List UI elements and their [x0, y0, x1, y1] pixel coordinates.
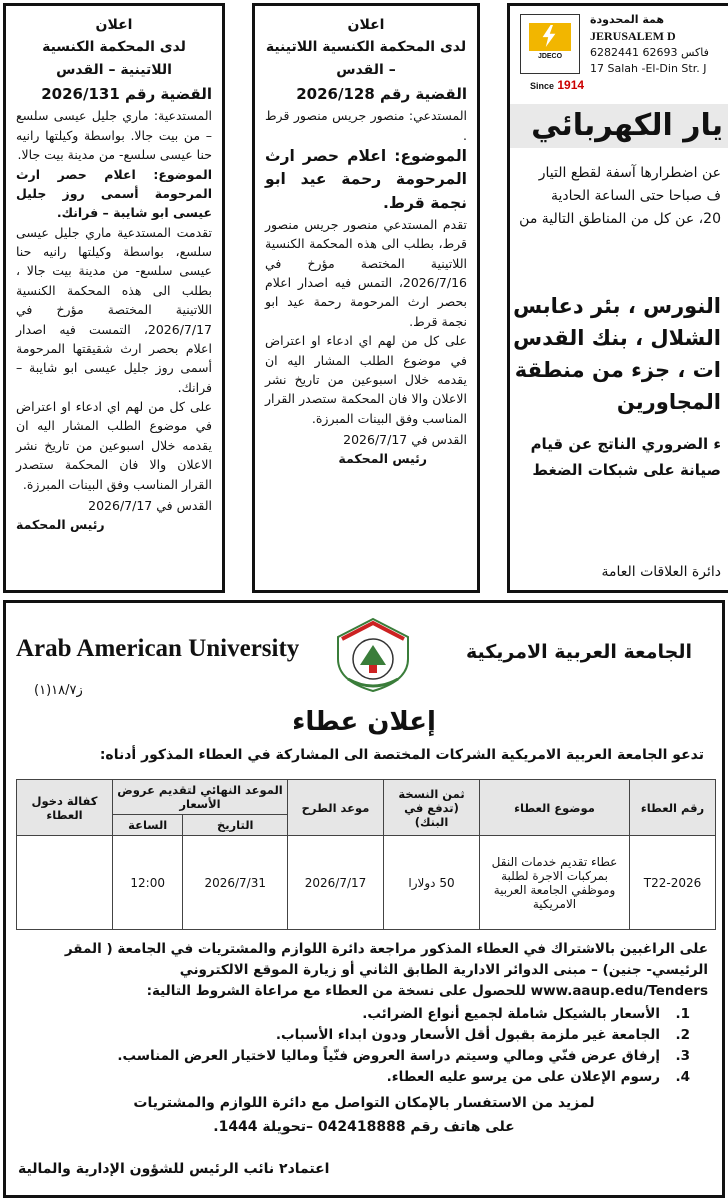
tender-intro: تدعو الجامعة العربية الامريكية الشركات المختصة الى المشاركة في العطاء المذكور أدناه: — [99, 747, 704, 763]
tender-instructions: على الراغبين بالاشتراك في العطاء المذكور مراجعة دائرة اللوازم والمشتريات في الجامعة ( المقر الرئيسي- جنين) – مبنى الدوائر الادارية الطابق الثاني أو زيارة الموقع الالكتروني www.aaup.edu/Tenders للحصول على نسخة من العطاء مع مراعاة الشروط التالية: — [64, 941, 708, 999]
ad-line: عن اضطرارها آسفة لقطع التيار — [538, 165, 721, 181]
company-info — [590, 12, 709, 77]
lightning-icon — [529, 23, 571, 51]
ad-line: ف صباحا حتى الساعة الحادية — [550, 188, 721, 204]
logo-text: JDECO — [537, 53, 563, 60]
notice-subject: الموضوع: اعلام حصر ارث المرحومة أسمى روز جليل عيسى ابو شايبة – فرانك. — [16, 166, 212, 221]
col-header-subject: موضوع العطاء — [480, 780, 630, 836]
notice-heading: اعلان — [347, 17, 385, 33]
col-header-no: رقم العطاء — [630, 780, 716, 836]
court-notice-131 — [3, 3, 225, 593]
electric-outage-ad — [507, 3, 728, 593]
notice-heading: اعلان — [95, 17, 133, 33]
reason-line: ء الضروري الناتج عن قيام — [530, 435, 721, 453]
since-label: Since — [530, 81, 555, 91]
cell-date: 2026/7/31 — [183, 836, 288, 930]
ad-line: 20، عن كل من المناطق التالية من — [519, 211, 721, 227]
notice-signer: رئيس المحكمة — [16, 517, 105, 533]
list-item: 1.الأسعار بالشيكل شاملة لجميع أنواع الضرائب. — [362, 1005, 690, 1022]
adopted-by: اعتماد٢ نائب الرئيس للشؤون الإدارية والمالية — [18, 1161, 330, 1177]
notice-case-number: القضية رقم 2026/131 — [41, 85, 212, 104]
list-item: 3.إرفاق عرض فنّي ومالي وسيتم دراسة العروض فنّياً وماليا لاختيار العرض المناسب. — [117, 1047, 690, 1064]
university-emblem-icon — [328, 615, 418, 693]
notice-case-number: القضية رقم 2026/128 — [296, 85, 467, 104]
cell-opening: 2026/7/17 — [288, 836, 384, 930]
phone-line: على هاتف رقم 042418888 –تحويلة 1444. — [213, 1119, 515, 1136]
area-line: الشلال ، بنك القدس — [513, 326, 721, 350]
notice-objection: على كل من لهم اي ادعاء او اعتراض في موضوع الطلب المشار اليه ان يقدمه خلال اسبوعين من تاريخ نشر الاعلان والا فان المحكمة ستصدر القرار المناسب وفق البينات المبرزة. — [265, 333, 467, 426]
col-header-bond: كفالة دخول العطاء — [17, 780, 113, 836]
university-name-en: Arab American University — [16, 635, 300, 662]
established-badge — [530, 78, 584, 92]
cell-no: T22-2026 — [630, 836, 716, 930]
cell-subject: عطاء تقديم خدمات النقل بمركبات الاجرة لطلبة وموظفي الجامعة العربية الامريكية — [480, 836, 630, 930]
notice-date: القدس في 2026/7/17 — [88, 497, 212, 513]
notice-subject: الموضوع: اعلام حصر ارث المرحومة رحمة عيد ابو نجمة قرط. — [265, 147, 467, 212]
notice-court: لدى المحكمة الكنسية اللاتينية – القدس — [265, 39, 467, 78]
area-line: المجاورين — [616, 390, 721, 414]
notice-date: القدس في 2026/7/17 — [343, 432, 467, 448]
university-tender-ad — [3, 600, 725, 1198]
ad-title: يار الكهربائي — [510, 104, 728, 148]
notice-applicant: المستدعي: منصور جريس منصور قرط . — [265, 108, 467, 143]
reference-number: ز١٨/٧(١) — [34, 683, 83, 698]
cell-time: 12:00 — [113, 836, 183, 930]
area-line: النورس ، بئر دعابس — [513, 294, 721, 318]
reason-line: صيانة على شبكات الضغط — [532, 461, 721, 479]
tender-table — [16, 779, 716, 930]
notice-body: تقدم المستدعي منصور جريس منصور قرط، بطلب الى هذه المحكمة الكنسية اللاتينية المختصة مؤرخ في 2026/7/16، التمس فيه اصدار اعلام بحصر ارث المرحومة رحمة عيد ابو نجمة قرط. — [265, 216, 467, 329]
notice-body: تقدمت المستدعية ماري جليل عيسى سلسع، بواسطة وكيلتها رانيه حنا عيسى سلسع- من مدينة بيت جالا ، بطلب الى هذه المحكمة الكنسية اللاتينية المختصة مؤرخ في 2026/7/17، التمست فيه اصدار اعلام بحصر ارث شقيقتها المرحومة أسمى روز جليل عيسى ابو شايبة –فرانك. — [16, 224, 212, 395]
conditions-list — [20, 1004, 708, 1088]
area-line: ات ، جزء من منطقة — [514, 358, 721, 382]
col-header-date: التاريخ — [183, 815, 288, 836]
ad-footer: دائرة العلاقات العامة — [601, 564, 721, 580]
company-name-ar: همة المحدودة — [590, 13, 665, 26]
contact-line: لمزيد من الاستفسار بالإمكان التواصل مع دائرة اللوازم والمشتريات — [133, 1095, 595, 1112]
col-header-opening: موعد الطرح — [288, 780, 384, 836]
col-header-time: الساعة — [113, 815, 183, 836]
cell-price: 50 دولارا — [384, 836, 480, 930]
notice-objection: على كل من لهم اي ادعاء او اعتراض في موضوع الطلب المشار اليه ان يقدمه خلال اسبوعين من تاريخ نشر الاعلان والا فان المحكمة ستصدر القرار المناسب وفق البينات المبرزة. — [16, 399, 212, 492]
company-address: 17 Salah -El-Din Str. J — [590, 62, 707, 76]
tender-body — [20, 939, 708, 1139]
notice-signer: رئيس المحكمة — [338, 451, 427, 467]
tender-title: إعلان عطاء — [292, 707, 436, 737]
col-header-deadline: الموعد النهائي لتقديم عروض الأسعار — [113, 780, 288, 815]
notice-applicant: المستدعية: ماري جليل عيسى سلسع – من بيت جالا. بواسطة وكيلتها رانيه حنا عيسى سلسع- من مدينة بيت جالا. — [16, 108, 212, 163]
cell-bond — [17, 836, 113, 930]
established-year: 1914 — [557, 78, 585, 92]
notice-court: لدى المحكمة الكنسية اللاتينية – القدس — [42, 39, 186, 78]
court-notice-128 — [252, 3, 480, 593]
university-name-ar: الجامعة العربية الامريكية — [465, 641, 692, 663]
company-phones: 6282441 فاكس 62693 — [590, 46, 709, 60]
table-row — [17, 836, 716, 930]
list-item: 4.رسوم الإعلان على من يرسو عليه العطاء. — [386, 1068, 690, 1085]
jdeco-logo — [520, 14, 580, 74]
company-name-en: JERUSALEM D — [590, 28, 676, 43]
col-header-price: ثمن النسخة (تدفع في البنك) — [384, 780, 480, 836]
list-item: 2.الجامعة غير ملزمة بقبول أقل الأسعار ودون ابداء الأسباب. — [275, 1026, 690, 1043]
